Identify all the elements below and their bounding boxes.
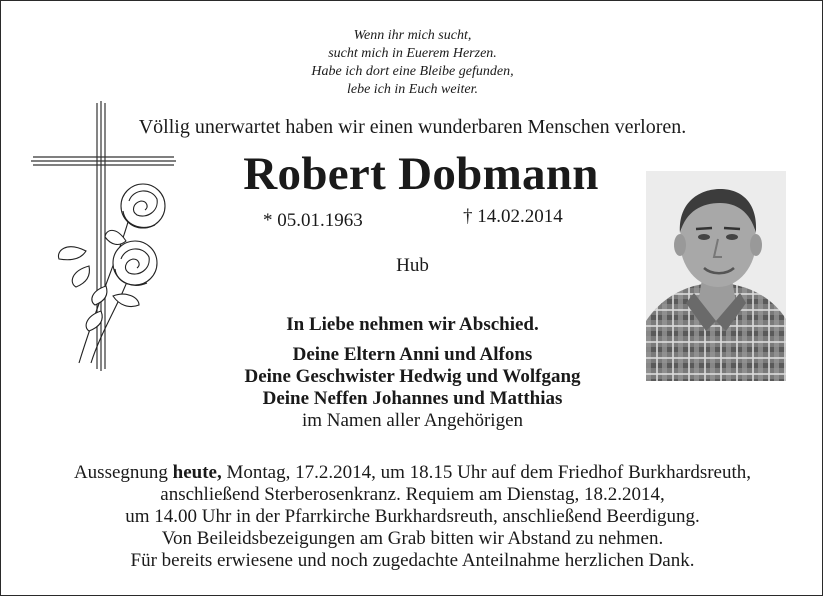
death-date: † 14.02.2014	[463, 206, 563, 227]
birth-date: * 05.01.1963	[263, 210, 363, 231]
intro-text: Völlig unerwartet haben wir einen wunderbaren Menschen verloren.	[138, 116, 687, 138]
service-details	[1, 462, 823, 572]
service-line-2: anschließend Sterberosenkranz. Requiem am Dienstag, 18.2.2014,	[160, 484, 665, 505]
mourners-siblings: Deine Geschwister Hedwig und Wolfgang	[244, 366, 581, 387]
poem-line: sucht mich in Euerem Herzen.	[328, 46, 497, 61]
poem	[1, 27, 823, 99]
portrait-photo	[646, 171, 786, 381]
mourners-nephews: Deine Neffen Johannes und Matthias	[262, 388, 563, 409]
hometown: Hub	[396, 255, 429, 276]
poem-line: lebe ich in Euch weiter.	[346, 82, 479, 97]
poem-line: Habe ich dort eine Bleibe gefunden,	[311, 64, 514, 79]
poem-line: Wenn ihr mich sucht,	[353, 28, 472, 43]
service-line-1-post: Montag, 17.2.2014, um 18.15 Uhr auf dem Friedhof Burkhardsreuth,	[221, 462, 752, 483]
service-line-1	[1, 462, 823, 484]
service-line-4: Von Beileidsbezeigungen am Grab bitten wir Abstand zu nehmen.	[161, 528, 664, 549]
farewell-line: In Liebe nehmen wir Abschied.	[286, 314, 539, 335]
service-line-1-pre: Aussegnung	[73, 462, 173, 483]
service-line-3: um 14.00 Uhr in der Pfarrkirche Burkhardsreuth, anschließend Beerdigung.	[125, 506, 700, 527]
service-line-5: Für bereits erwiesene und noch zugedachte Anteilnahme herzlichen Dank.	[130, 550, 695, 571]
mourners-relatives: im Namen aller Angehörigen	[301, 410, 524, 431]
deceased-name: Robert Dobmann	[243, 148, 599, 200]
service-line-1-bold: heute,	[172, 462, 222, 483]
mourners-parents: Deine Eltern Anni und Alfons	[292, 344, 533, 365]
